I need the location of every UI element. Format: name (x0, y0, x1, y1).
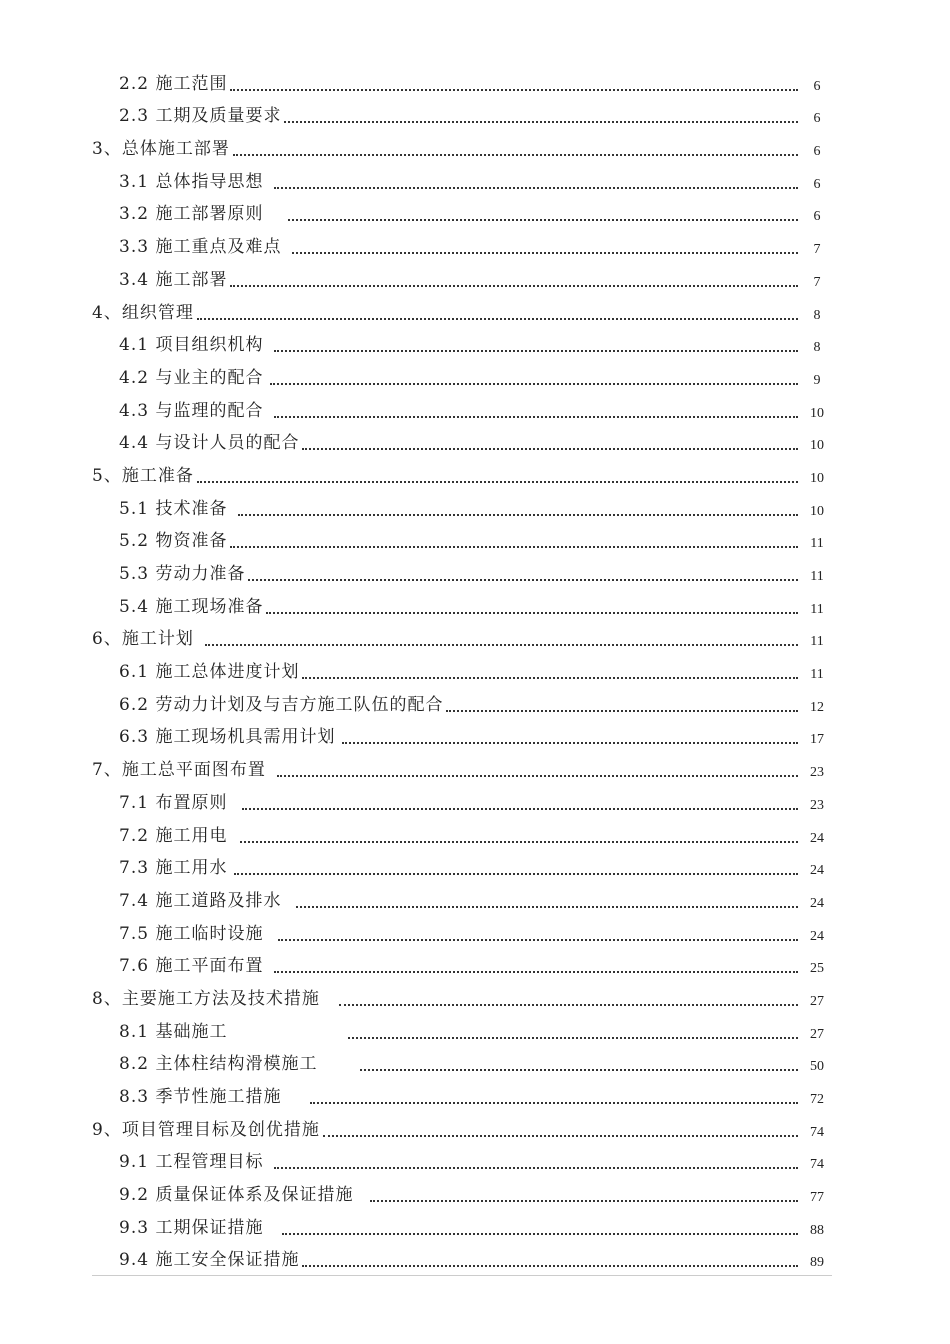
toc-entry-page-number: 50 (810, 1059, 824, 1075)
toc-dot-leader (234, 873, 798, 875)
toc-entry-page-number: 72 (810, 1092, 824, 1107)
toc-dot-leader (292, 252, 798, 254)
toc-entry-title: 6.2 劳动力计划及与吉方施工队伍的配合 (119, 694, 444, 715)
footer-rule (92, 1275, 832, 1276)
toc-dot-leader (360, 1069, 798, 1071)
toc-dot-leader (274, 350, 798, 352)
toc-entry-title: 7.1 布置原则 (119, 792, 228, 813)
toc-dot-leader (277, 775, 798, 777)
toc-entry[interactable] (92, 622, 832, 655)
toc-entry-title: 8、主要施工方法及技术措施 (92, 988, 320, 1009)
toc-entry[interactable] (92, 262, 832, 295)
toc-entry-title: 9.2 质量保证体系及保证措施 (119, 1185, 354, 1206)
toc-entry-page-number: 88 (810, 1222, 824, 1238)
toc-entry-page-number: 23 (810, 797, 824, 813)
toc-entry-title: 5.2 物资准备 (119, 531, 228, 552)
toc-dot-leader (233, 154, 798, 156)
toc-entry-page-number: 7 (813, 274, 821, 290)
toc-entry-title: 3.4 施工部署 (119, 269, 228, 290)
toc-entry[interactable] (92, 589, 832, 622)
toc-dot-leader (270, 383, 798, 385)
toc-entry-title: 3.2 施工部署原则 (119, 204, 264, 225)
toc-entry[interactable] (92, 458, 832, 491)
toc-entry[interactable] (92, 197, 832, 230)
toc-dot-leader (230, 285, 798, 287)
toc-entry-title: 4.4 与设计人员的配合 (119, 433, 300, 454)
toc-entry[interactable] (92, 556, 832, 589)
toc-entry[interactable] (92, 916, 832, 949)
toc-entry-title: 9.1 工程管理目标 (119, 1152, 264, 1173)
toc-entry[interactable] (92, 491, 832, 524)
toc-entry-page-number: 77 (810, 1190, 824, 1206)
toc-entry-page-number: 11 (810, 601, 824, 617)
toc-entry-title: 7.5 施工临时设施 (119, 923, 264, 944)
toc-entry-title: 5.3 劳动力准备 (119, 564, 246, 584)
toc-entry[interactable] (92, 360, 832, 393)
toc-entry-page-number: 25 (810, 961, 824, 977)
toc-entry[interactable] (92, 328, 832, 361)
toc-dot-leader (274, 1167, 798, 1169)
toc-entry[interactable] (92, 752, 832, 785)
toc-entry-page-number: 11 (810, 634, 824, 650)
toc-entry-title: 2.3 工期及质量要求 (119, 106, 282, 127)
toc-dot-leader (242, 808, 798, 810)
toc-entry-page-number: 8 (813, 307, 821, 323)
toc-entry[interactable] (92, 785, 832, 818)
toc-dot-leader (348, 1037, 798, 1039)
toc-dot-leader (370, 1200, 798, 1202)
toc-entry[interactable] (92, 66, 832, 99)
toc-dot-leader (302, 677, 798, 679)
toc-dot-leader (339, 1004, 798, 1006)
toc-entry-title: 4.2 与业主的配合 (119, 367, 264, 388)
toc-dot-leader (197, 481, 798, 483)
toc-dot-leader (248, 579, 798, 581)
toc-dot-leader (230, 546, 798, 548)
toc-entry[interactable] (92, 1014, 832, 1047)
toc-entry-page-number: 10 (810, 405, 824, 421)
toc-entry-page-number: 27 (810, 993, 824, 1009)
toc-entry[interactable] (92, 818, 832, 851)
toc-entry-title: 3.3 施工重点及难点 (119, 237, 282, 258)
toc-entry-page-number: 9 (813, 372, 821, 388)
toc-entry-title: 2.2 施工范围 (119, 73, 228, 94)
toc-dot-leader (302, 448, 798, 450)
toc-dot-leader (274, 416, 798, 418)
toc-dot-leader (446, 710, 798, 712)
toc-entry-page-number: 7 (813, 242, 821, 258)
toc-entry-page-number: 11 (810, 569, 824, 584)
toc-entry-page-number: 10 (810, 503, 824, 519)
toc-dot-leader (205, 644, 798, 646)
toc-entry-page-number: 12 (810, 699, 824, 715)
toc-dot-leader (323, 1135, 798, 1137)
toc-dot-leader (310, 1102, 798, 1104)
toc-entry[interactable] (92, 524, 832, 557)
toc-entry-page-number: 27 (810, 1026, 824, 1042)
toc-entry-page-number: 10 (810, 470, 824, 486)
toc-dot-leader (274, 971, 798, 973)
toc-entry-page-number: 24 (810, 830, 824, 846)
toc-entry-title: 5、施工准备 (92, 465, 194, 486)
toc-entry-page-number: 6 (813, 111, 821, 127)
toc-entry[interactable] (92, 981, 832, 1014)
toc-entry[interactable] (92, 131, 832, 164)
toc-dot-leader (230, 89, 798, 91)
toc-entry[interactable] (92, 883, 832, 916)
toc-dot-leader (288, 219, 798, 221)
toc-entry[interactable] (92, 687, 832, 720)
toc-entry-title: 9.3 工期保证措施 (119, 1217, 264, 1238)
toc-entry[interactable] (92, 1243, 832, 1276)
toc-entry[interactable] (92, 229, 832, 262)
toc-entry-page-number: 6 (813, 209, 821, 225)
toc-entry-page-number: 23 (810, 765, 824, 781)
toc-entry-title: 4.1 项目组织机构 (119, 335, 264, 356)
toc-entry[interactable] (92, 1177, 832, 1210)
toc-dot-leader (240, 841, 798, 843)
toc-dot-leader (274, 187, 798, 189)
toc-entry-title: 8.3 季节性施工措施 (119, 1087, 282, 1107)
toc-entry[interactable] (92, 393, 832, 426)
toc-entry[interactable] (92, 1079, 832, 1112)
toc-dot-leader (302, 1265, 798, 1267)
toc-entry[interactable] (92, 426, 832, 459)
toc-entry-page-number: 24 (810, 863, 824, 879)
toc-entry[interactable] (92, 1112, 832, 1145)
toc-entry-title: 6.3 施工现场机具需用计划 (119, 727, 336, 748)
toc-entry-page-number: 74 (810, 1124, 824, 1140)
toc-dot-leader (342, 742, 798, 744)
toc-entry[interactable] (92, 164, 832, 197)
toc-entry-page-number: 6 (813, 144, 821, 160)
toc-entry[interactable] (92, 851, 832, 884)
toc-dot-leader (296, 906, 798, 908)
toc-entry[interactable] (92, 1047, 832, 1080)
toc-entry-page-number: 89 (810, 1255, 824, 1271)
toc-entry-title: 6.1 施工总体进度计划 (119, 662, 300, 683)
toc-entry-page-number: 17 (810, 732, 824, 748)
toc-entry-page-number: 6 (813, 176, 821, 192)
toc-entry[interactable] (92, 1145, 832, 1178)
table-of-contents (92, 66, 832, 1275)
toc-entry-title: 5.4 施工现场准备 (119, 596, 264, 617)
toc-dot-leader (282, 1233, 798, 1235)
toc-dot-leader (238, 514, 798, 516)
toc-dot-leader (284, 121, 798, 123)
toc-entry-title: 7.6 施工平面布置 (119, 956, 264, 977)
toc-entry-page-number: 24 (810, 895, 824, 911)
toc-entry[interactable] (92, 295, 832, 328)
toc-entry-title: 4.3 与监理的配合 (119, 400, 264, 421)
toc-entry-title: 7.3 施工用水 (119, 858, 228, 879)
toc-entry-page-number: 8 (813, 340, 821, 356)
toc-entry-page-number: 11 (810, 667, 824, 683)
toc-dot-leader (278, 939, 798, 941)
toc-entry[interactable] (92, 949, 832, 982)
toc-entry-title: 9、项目管理目标及创优措施 (92, 1119, 320, 1140)
toc-entry-title: 8.1 基础施工 (119, 1021, 228, 1042)
toc-entry-page-number: 6 (813, 78, 821, 94)
toc-entry-title: 4、组织管理 (92, 302, 194, 323)
toc-entry[interactable] (92, 1210, 832, 1243)
toc-dot-leader (197, 318, 798, 320)
toc-entry[interactable] (92, 720, 832, 753)
toc-entry-title: 5.1 技术准备 (119, 498, 228, 519)
toc-entry-page-number: 11 (810, 536, 824, 552)
toc-entry-title: 6、施工计划 (92, 629, 194, 650)
toc-entry-title: 7.4 施工道路及排水 (119, 890, 282, 911)
toc-entry-title: 9.4 施工安全保证措施 (119, 1250, 300, 1271)
toc-entry-title: 7.2 施工用电 (119, 825, 228, 846)
toc-entry-title: 7、施工总平面图布置 (92, 760, 266, 781)
toc-entry-title: 3.1 总体指导思想 (119, 171, 264, 192)
toc-dot-leader (266, 612, 798, 614)
toc-entry-page-number: 24 (810, 928, 824, 944)
toc-entry-title: 3、总体施工部署 (92, 139, 230, 160)
toc-entry-page-number: 74 (810, 1157, 824, 1173)
toc-entry[interactable] (92, 654, 832, 687)
toc-entry[interactable] (92, 99, 832, 132)
toc-entry-page-number: 10 (810, 438, 824, 454)
toc-entry-title: 8.2 主体柱结构滑模施工 (119, 1054, 318, 1075)
